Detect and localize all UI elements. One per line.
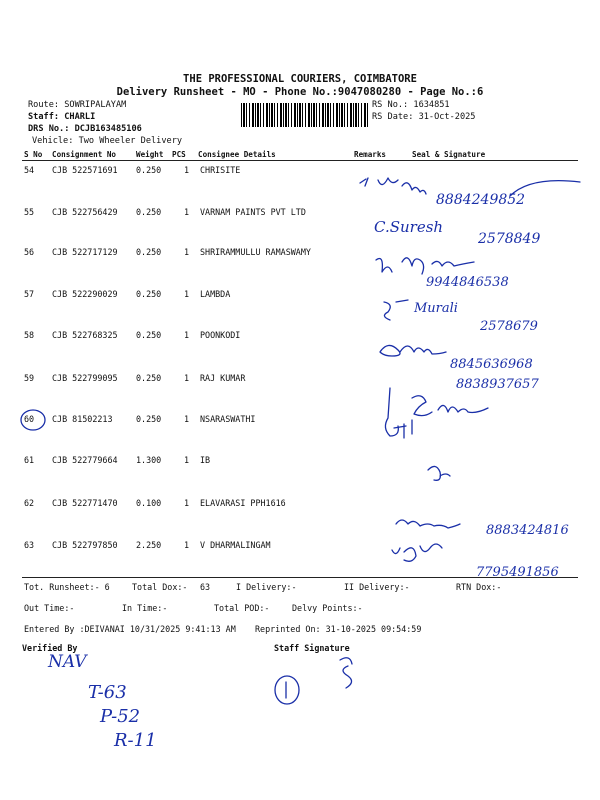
- row-pcs: 1: [184, 330, 190, 340]
- handwritten-name: Murali: [414, 301, 458, 316]
- delvy-points: Delvy Points:-: [292, 603, 363, 613]
- row-sno: 59: [24, 373, 35, 383]
- row-pcs: 1: [184, 289, 190, 299]
- tally-return: R-11: [114, 730, 157, 751]
- row-pcs: 1: [184, 540, 190, 550]
- verified-by-handwritten-name: NAV: [48, 652, 87, 672]
- signature-mark: [385, 388, 412, 438]
- signature-mark: [402, 183, 426, 194]
- reprinted-on: Reprinted On: 31-10-2025 09:54:59: [255, 624, 422, 634]
- row-weight: 0.250: [136, 247, 162, 257]
- row-sno: 55: [24, 207, 35, 217]
- rs-number: RS No.: 1634851: [372, 100, 450, 110]
- total-dox-value: 63: [200, 582, 211, 592]
- row-weight: 0.250: [136, 414, 162, 424]
- tot-runsheet: Tot. Runsheet:- 6: [24, 582, 110, 592]
- row-sno: 63: [24, 540, 35, 550]
- row-consignment: CJB 522571691: [52, 165, 118, 175]
- circle-mark: [21, 410, 45, 430]
- handwritten-number: 8883424816: [486, 523, 569, 538]
- signature-mark: [384, 300, 408, 320]
- col-consignment: Consignment No: [52, 150, 117, 159]
- row-consignee: NSARASWATHI: [200, 414, 256, 424]
- handwritten-number: 8838937657: [456, 377, 539, 392]
- rs-date: RS Date: 31-Oct-2025: [372, 112, 476, 122]
- staff-label: Staff: CHARLI: [28, 112, 96, 122]
- row-consignee: SHRIRAMMULLU RAMASWAMY: [200, 247, 311, 257]
- handwritten-number: 8845636968: [450, 357, 533, 372]
- row-weight: 0.250: [136, 330, 162, 340]
- col-weight: Weight: [136, 150, 164, 159]
- signature-mark: [412, 396, 488, 416]
- row-consignee: LAMBDA: [200, 289, 231, 299]
- row-sno: 57: [24, 289, 35, 299]
- handwritten-number: 2578849: [478, 231, 541, 247]
- row-consignee: ELAVARASI PPH1616: [200, 498, 286, 508]
- col-consignee: Consignee Details: [198, 150, 276, 159]
- col-remarks: Remarks: [354, 150, 387, 159]
- row-pcs: 1: [184, 247, 190, 257]
- drs-number: DRS No.: DCJB163485106: [28, 124, 142, 134]
- route-label: Route: SOWRIPALAYAM: [28, 100, 127, 110]
- ii-delivery: II Delivery:-: [344, 582, 410, 592]
- row-consignee: V DHARMALINGAM: [200, 540, 271, 550]
- total-pod: Total POD:-: [214, 603, 270, 613]
- tally-total: T-63: [88, 682, 127, 703]
- col-pcs: PCS: [172, 150, 186, 159]
- signature-mark: [376, 258, 474, 274]
- col-sno: S No: [24, 150, 43, 159]
- row-pcs: 1: [184, 373, 190, 383]
- circle-mark: [275, 676, 299, 704]
- row-consignment: CJB 522799095: [52, 373, 118, 383]
- row-weight: 1.300: [136, 455, 162, 465]
- row-consignee: VARNAM PAINTS PVT LTD: [200, 207, 306, 217]
- row-sno: 62: [24, 498, 35, 508]
- staff-signature-label: Staff Signature: [274, 643, 350, 653]
- handwritten-number: 7795491856: [476, 565, 559, 580]
- runsheet-subtitle: Delivery Runsheet - MO - Phone No.:9047080280 - Page No.:6: [116, 86, 484, 98]
- row-consignee: RAJ KUMAR: [200, 373, 246, 383]
- total-dox-label: Total Dox:-: [132, 582, 188, 592]
- row-consignee: CHRISITE: [200, 165, 241, 175]
- row-consignment: CJB 522771470: [52, 498, 118, 508]
- row-weight: 0.250: [136, 165, 162, 175]
- row-consignment: CJB 522756429: [52, 207, 118, 217]
- signature-mark: [360, 178, 398, 186]
- handwritten-number: 8884249852: [436, 192, 526, 208]
- handwritten-number: 2578679: [480, 319, 538, 334]
- handwritten-number: 9944846538: [426, 275, 509, 290]
- row-weight: 0.250: [136, 289, 162, 299]
- rtn-dox: RTN Dox:-: [456, 582, 502, 592]
- company-title: THE PROFESSIONAL COURIERS, COIMBATORE: [183, 73, 417, 85]
- handwritten-name: C.Suresh: [374, 218, 444, 236]
- row-weight: 0.250: [136, 207, 162, 217]
- row-consignment: CJB 81502213: [52, 414, 113, 424]
- row-consignment: CJB 522290029: [52, 289, 118, 299]
- row-consignee: IB: [200, 455, 211, 465]
- row-consignment: CJB 522768325: [52, 330, 118, 340]
- row-consignment: CJB 522779664: [52, 455, 118, 465]
- row-consignment: CJB 522797850: [52, 540, 118, 550]
- signature-mark: [380, 345, 446, 356]
- row-pcs: 1: [184, 207, 190, 217]
- row-pcs: 1: [184, 414, 190, 424]
- row-sno: 60: [24, 414, 35, 424]
- row-consignment: CJB 522717129: [52, 247, 118, 257]
- row-pcs: 1: [184, 498, 190, 508]
- row-weight: 0.100: [136, 498, 162, 508]
- i-delivery: I Delivery:-: [236, 582, 297, 592]
- in-time: In Time:-: [122, 603, 168, 613]
- row-sno: 56: [24, 247, 35, 257]
- tally-pod: P-52: [100, 706, 141, 727]
- row-pcs: 1: [184, 165, 190, 175]
- row-sno: 61: [24, 455, 35, 465]
- row-sno: 58: [24, 330, 35, 340]
- row-weight: 0.250: [136, 373, 162, 383]
- out-time: Out Time:-: [24, 603, 75, 613]
- verified-by-label: Verified By: [22, 643, 78, 653]
- col-seal-signature: Seal & Signature: [412, 150, 486, 159]
- row-sno: 54: [24, 165, 35, 175]
- row-consignee: POONKODI: [200, 330, 241, 340]
- signature-mark: [340, 658, 352, 688]
- signature-mark: [428, 466, 450, 480]
- entered-by: Entered By :DEIVANAI 10/31/2025 9:41:13 AM: [24, 624, 236, 634]
- vehicle-label: Vehicle: Two Wheeler Delivery: [32, 136, 183, 146]
- row-weight: 2.250: [136, 540, 162, 550]
- row-pcs: 1: [184, 455, 190, 465]
- signature-mark: [392, 544, 442, 561]
- signature-mark: [396, 520, 460, 528]
